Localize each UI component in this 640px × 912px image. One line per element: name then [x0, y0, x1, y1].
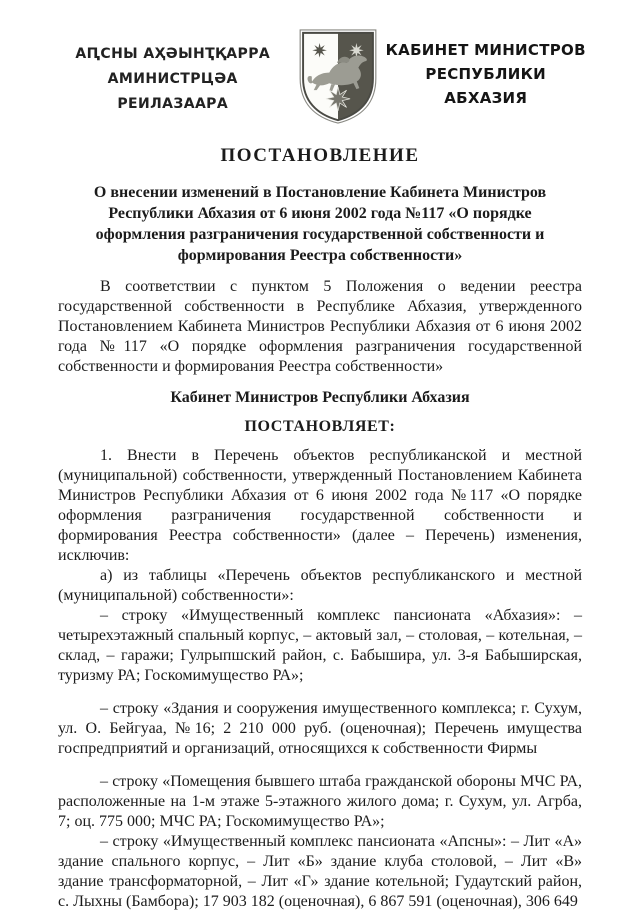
issuer-abkhaz-line2: АМИНИСТРЦӘА РЕИЛАЗААРА [107, 71, 238, 112]
authority-line: Кабинет Министров Республики Абхазия [170, 389, 470, 406]
issuer-name-russian [383, 38, 588, 110]
issuer-abkhaz-line1: АԤСНЫ АҲӘЫНҬҚАРРА [75, 46, 271, 62]
excluded-row-abkhazia-paragraph: – строку «Имущественный комплекс пансионата «Абхазия»: – четырехэтажный спальный корпус, – актовый зал, – столовая, – котельная, – склад, – гаражи; Гулрыпшский район, с. Бабышира, ул. 3-я Бабыширская, туризму РА; Госкомимущество РА»; [58, 607, 582, 684]
star-icon [350, 43, 365, 58]
issuer-russian-line2: РЕСПУБЛИКИ АБХАЗИЯ [425, 65, 547, 107]
subitem-a-paragraph: а) из таблицы «Перечень объектов республиканского и местной (муниципальной) собственности»: [58, 567, 582, 604]
excluded-row-mchs-paragraph: – строку «Помещения бывшего штаба гражданской обороны МЧС РА, расположенные на 1-м этаже 5-этажного жилого дома; г. Сухум, ул. Агрба, 7; оц. 775 000; МЧС РА; Госкомимущество РА»; [58, 773, 582, 830]
issuer-name-abkhaz [52, 42, 293, 117]
item-1-paragraph: 1. Внести в Перечень объектов республиканской и местной (муниципальной) собственности, утвержденный Постановлением Кабинета Министров Республики Абхазия от 6 июня 2002 года №117 «О порядке оформления разграничения государственной собственности и формирования Реестра собственности» (далее – Перечень) изменения, исключив: [58, 447, 582, 564]
issuer-russian-line1: КАБИНЕТ МИНИСТРОВ [385, 41, 586, 59]
resolves-line: ПОСТАНОВЛЯЕТ: [244, 418, 396, 435]
abkhazia-coat-of-arms-icon [293, 28, 383, 125]
document-type-title: ПОСТАНОВЛЕНИЕ [220, 145, 420, 166]
star-icon [313, 43, 328, 58]
excluded-row-buildings-paragraph: – строку «Здания и сооружения имущественного комплекса; г. Сухум, ул. О. Бейгуаа, №16; 2 210 000 руб. (оценочная); Перечень имущества госпредприятий и организаций, относящихся к собственности Фирмы [58, 700, 582, 757]
star-icon [326, 87, 350, 111]
excluded-row-apsny-paragraph: – строку «Имущественный комплекс пансионата «Апсны»: – Лит «А» здание спального корпус, – Лит «Б» здание клуба столовой, – Лит «В» здание трансформаторной, – Лит «Г» здание котельной; Гудаутский район, с. Лыхны (Бамбора); 17 903 182 (оценочная), 6 867 591 (оценочная), 306 649 [58, 833, 582, 910]
preamble-paragraph: В соответствии с пунктом 5 Положения о ведении реестра государственной собственности в Республике Абхазия, утвержденного Постановлением Кабинета Министров Республики Абхазия от 6 июня 2002 года №117 «О порядке оформления разграничения государственной собственности и формирования Реестра собственности» [58, 278, 582, 375]
document-subject: О внесении изменений в Постановление Кабинета Министров Республики Абхазия от 6 июня 2002 года №117 «О порядке оформления разграничения государственной собственности и формирования Реестра собственности» [93, 184, 547, 264]
letterhead [52, 28, 588, 125]
